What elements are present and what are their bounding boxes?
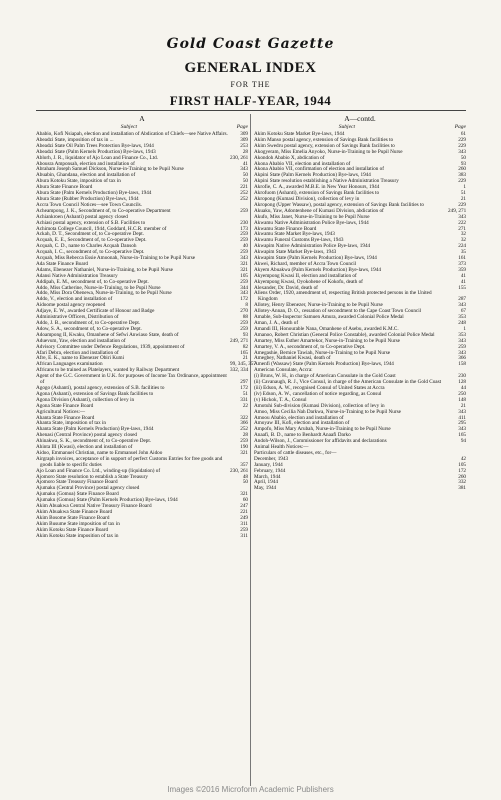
- entry-subject: Akwamu State Finance Board: [254, 225, 317, 232]
- entry-page: 343: [458, 408, 466, 415]
- entry-subject: Akyempong Kwasi II, election and installation of: [254, 272, 357, 279]
- entry-page: 222: [458, 219, 466, 226]
- entry-page: 252: [240, 195, 248, 202]
- entry-subject: Akim Kotoku State Market Bye-laws, 1944: [254, 131, 345, 137]
- entry-page: 105: [240, 272, 248, 279]
- entry-subject: Addo, Miss Catherine, Nurse-in-Training, to be Pupil Nurse: [36, 284, 161, 291]
- entry-page: 343: [458, 302, 466, 309]
- entry-subject: Akim Manso postal agency, extension of Savings Bank facilities to: [254, 136, 394, 143]
- entry-subject: Allotey-Annan, D. O., cessation of secondment to the Cape Coast Town Council: [254, 308, 422, 315]
- entry-page: 41: [242, 160, 248, 167]
- entry-subject: Abraham Joseph Samuel Dickson, Nurse-in-Training to be Pupil Nurse: [36, 166, 184, 173]
- entry-page: 173: [240, 225, 248, 232]
- index-period: FIRST HALF-YEAR, 1944: [169, 93, 332, 108]
- entry-subject: Aman, J. A., death of: [254, 320, 299, 326]
- entry-page: 230, 261: [230, 467, 249, 474]
- entry-subject: Akwamu State Market Bye-laws, 1943: [254, 231, 335, 238]
- entry-page: 343: [458, 349, 466, 356]
- entry-page: 1: [463, 325, 466, 332]
- entry-subject: Amartey, Miss Esther Amartekor, Nurse-in-Training to be Pupil Nurse: [254, 337, 400, 344]
- entry-subject: Amenfi (Wassaw) State (Palm Kernels Production) Bye-laws, 1944: [254, 361, 394, 368]
- entry-page: 51: [460, 190, 466, 197]
- entry-page: 270: [240, 308, 248, 315]
- entry-page: 88: [242, 314, 248, 321]
- entry-page: 353: [458, 331, 466, 338]
- entry-subject: Adjaye, E. W., awarded Certificate of Honour and Badge: [36, 308, 155, 315]
- entry-subject: Ahanta State (Palm Kernels Production) Bye-laws, 1944: [36, 426, 154, 433]
- entry-page: 230: [240, 219, 248, 226]
- entry-subject: February, 1944: [254, 467, 286, 474]
- entry-subject: (iv) Edson, A. W., cancellation of notice regarding, as Consul: [254, 390, 382, 397]
- entry-page: 322: [240, 414, 248, 421]
- entry-page: 295: [458, 420, 466, 427]
- entry-page: 229: [458, 201, 466, 208]
- entry-subject: Addipah, E. M., secondment of, to Co-operative Dept.: [36, 278, 149, 285]
- entry-page: 61: [460, 131, 466, 137]
- entry-subject: Akrofie, C. A., awarded M.B.E. in New Year Honours, 1944: [254, 184, 380, 191]
- entry-page: 381: [458, 485, 466, 492]
- entry-subject: Ajumaku (Central Province) postal agency closed: [36, 485, 140, 492]
- entry-page: 366: [240, 420, 248, 427]
- entry-page: 343: [458, 426, 466, 433]
- entry-subject: Achiankroen (Ashanti) postal agency closed: [36, 213, 128, 220]
- entry-subject: Akim Kotoku State imposition of tax in: [36, 532, 119, 539]
- entry-subject: Ahenasi (Central Province) postal agency closed: [36, 432, 137, 439]
- entry-page: 230: [458, 373, 466, 380]
- entry-subject: Akondoh Ababio X, abdication of: [254, 154, 325, 161]
- entry-subject: Akwapim Native Administration Police Bye-laws, 1944: [254, 243, 371, 250]
- entry-subject: Ablorh, J. R., liquidator of Ajo Loan and Finance Co., Ltd.: [36, 154, 159, 161]
- entry-page: 259: [240, 231, 248, 238]
- entry-page: 28: [242, 148, 248, 155]
- entry-page: 165: [458, 432, 466, 439]
- entry-page: 128: [458, 379, 466, 386]
- entry-subject: Abousra Amponsah, election and installation of: [36, 160, 135, 167]
- entry-subject: Adams, Ebenezer Nathaniel, Nurse-in-Training, to be Pupil Nurse: [36, 266, 173, 273]
- entry-page: 344: [240, 284, 248, 291]
- entry-subject: Akropong (Kumasi Division), collection of levy in: [254, 195, 360, 202]
- entry-subject: Airgraph invoices, acceptance of in support of perfect Customs Entries for free goods and goods liable to specific duties: [36, 455, 223, 468]
- entry-subject: Ahanta State, imposition of tax in: [36, 420, 107, 427]
- entry-subject: Aidoome postal agency reopened: [36, 302, 106, 309]
- entry-page: 224: [458, 243, 466, 250]
- entry-page: 249, 271: [448, 207, 467, 214]
- entry-page: 343: [240, 290, 248, 297]
- entry-subject: Ahanta State Finance Board: [36, 414, 95, 421]
- entry-page: 259: [240, 278, 248, 285]
- entry-subject: Adansi Native Administration Treasury: [36, 272, 118, 279]
- entry-page: 93: [242, 331, 248, 338]
- entry-subject: Akogyeram, Miss Emelia Anyoko, Nurse-in-Training to be Pupil Nurse: [254, 148, 403, 155]
- entry-page: 94: [460, 438, 466, 445]
- entry-subject: Addo, V., election and installation of: [36, 296, 113, 303]
- left-column-letter: A: [139, 114, 145, 123]
- entry-subject: Afre, E. K., name to Ebenezer Obiri Kumi: [36, 355, 125, 362]
- entry-subject: Amoou Ababio, election and installation of: [254, 414, 344, 421]
- entry-subject: Administrative Officers, Distribution of: [36, 314, 119, 321]
- entry-page: 67: [460, 308, 466, 315]
- entry-page: 321: [240, 266, 248, 273]
- entry-page: 41: [460, 278, 466, 285]
- entry-page: 252: [240, 190, 248, 197]
- entry-page: 357: [240, 461, 248, 468]
- entry-subject: May, 1944: [254, 485, 277, 492]
- entry-page: 165: [240, 349, 248, 356]
- entry-subject: (v) Hickok, T. A., Consul: [254, 396, 307, 403]
- entry-page: 309: [240, 131, 248, 137]
- right-column: [254, 114, 466, 492]
- entry-page: 8: [245, 302, 248, 309]
- entry-page: 221: [240, 184, 248, 191]
- entry-page: 259: [240, 320, 248, 326]
- entry-subject: Allotey, Henry Ebenezer, Nurse-in-Training to be Pupil Nurse: [254, 302, 383, 309]
- entry-subject: Akpini State resolution establishing a Native Administration Treasury: [254, 178, 399, 185]
- entry-subject: Amartey, V. A., secondment of, to Co-operative Dept.: [254, 343, 366, 350]
- entry-subject: Akim Bosome State Finance Board: [36, 514, 110, 521]
- entry-subject: Akona Ababio VII, election and installation of: [254, 160, 351, 167]
- entry-subject: Acquah, I. C., secondment of, to Co-operative Dept.: [36, 249, 145, 256]
- entry-subject: Addo, Miss Dora Ohenewa, Nurse-in-Training, to be Pupil Nurse: [36, 290, 172, 297]
- entry-subject: Agona Division (Ashanti), collection of levy in: [36, 396, 135, 403]
- entry-page: 48: [242, 473, 248, 480]
- entry-page: 35: [460, 249, 466, 256]
- entry-subject: Ampofo, Miss Mary Arubah, Nurse-in-Training to be Pupil Nurse: [254, 426, 391, 433]
- entry-subject: Adoampong II, Kwaku, Omanhene of Sefwi Anwiaso State, death of: [36, 331, 179, 338]
- entry-page: 93: [460, 160, 466, 167]
- entry-subject: Ajumaku (Gomoa) State (Palm Kernels Production) Bye-laws, 1944: [36, 497, 178, 504]
- entry-page: 250: [458, 390, 466, 397]
- entry-subject: Agogo (Ashanti), postal agency, extension of S.B. facilities to: [36, 384, 165, 391]
- entry-page: 32: [460, 231, 466, 238]
- entry-subject: Ababio, Kofi Nsiapah, election and installation of Abdication of Chiefs—see Native Affairs.: [36, 131, 228, 137]
- entry-subject: Agricultural Notices:—: [36, 408, 86, 415]
- entry-subject: Ahinakwa, S. K., secondment of, to Co-operative Dept.: [36, 438, 152, 445]
- entry-page: 311: [240, 532, 248, 539]
- entry-page: 21: [242, 355, 248, 362]
- entry-subject: Ajomoro State Treasury Finance Board: [36, 479, 118, 486]
- entry-page: 321: [240, 260, 248, 267]
- entry-subject: (i) Bruns, W. H., in charge of American Consulate in the Gold Coast: [254, 373, 396, 380]
- entry-subject: Ajumaku (Gomoa) State Finance Board: [36, 491, 119, 498]
- index-title: GENERAL INDEX: [184, 60, 317, 76]
- entry-subject: Accra Town Council Notices—see Town Councils.: [36, 201, 142, 208]
- entry-subject: Akyem Abuakwa (Palm Kernels Production) Bye-laws, 1944: [254, 266, 381, 273]
- entry-subject: Achimota College Council, 1944, Goddard, H.C.R. member of: [36, 225, 167, 232]
- left-page-label: Page: [236, 124, 248, 130]
- entry-page: 50: [242, 479, 248, 486]
- entry-page: 309: [240, 136, 248, 143]
- entry-page: 253: [240, 142, 248, 149]
- entry-subject: (iii) Edson, A. W., recognised Consul of United States at Accra: [254, 384, 385, 391]
- entry-subject: Ada State Finance Board: [36, 260, 89, 267]
- entry-page: 259: [240, 237, 248, 244]
- entry-page: 411: [458, 414, 466, 421]
- entry-page: 260: [458, 473, 466, 480]
- entry-subject: Akim Kotoku State Finance Board: [36, 526, 109, 533]
- entry-subject: April, 1944: [254, 479, 278, 486]
- entry-page: 60: [242, 497, 248, 504]
- entry-page: 99, 345, 357: [230, 361, 256, 368]
- entry-page: 366: [458, 355, 466, 362]
- entry-subject: Ajo Loan and Finance Co. Ltd., winding-up (liquidation) of: [36, 467, 161, 474]
- entry-subject: Ahinta III (Kwasi), election and installation of: [36, 444, 133, 451]
- entry-subject: Aduevum, Yaw, election and installation of: [36, 337, 126, 344]
- entry-page: 21: [460, 195, 466, 202]
- entry-page: 161: [458, 255, 466, 262]
- entry-page: 311: [240, 520, 248, 527]
- entry-subject: Akim Busume State imposition of tax in: [36, 520, 120, 527]
- entry-subject: Ajomoro State resolution to establish a State Treasury: [36, 473, 148, 480]
- entry-subject: Abura State (Rubber Production) Bye-laws, 1944: [36, 195, 139, 202]
- entry-subject: Akwamu Funeral Customs Bye-laws, 1943: [254, 237, 344, 244]
- left-entries: [36, 131, 256, 540]
- left-column: [36, 114, 256, 540]
- entry-subject: Agona State Finance Board: [36, 402, 94, 409]
- entry-subject: Akwapim State Market Bye-laws, 1943: [254, 249, 337, 256]
- entry-subject: Agent of the G.C. Government in U.K. for purposes of Income Tax Ordinance, appointment of: [36, 373, 227, 386]
- right-page-label: Page: [454, 124, 466, 130]
- entry-subject: Amegbey, Nathaniel Kwasi, death of: [254, 355, 331, 362]
- entry-subject: Africans to be trained as Platelayers, wanted by Railway Department: [36, 367, 180, 374]
- entry-page: 229: [458, 136, 466, 143]
- entry-page: 383: [458, 172, 466, 179]
- entry-page: 332: [458, 479, 466, 486]
- entry-subject: Afari Debra, election and installation of: [36, 349, 119, 356]
- entry-subject: Amotuhi Sub-division (Kumasi Division), collection of levy in: [254, 402, 385, 409]
- entry-subject: Abeadzi State, imposition of tax in ...: [36, 136, 114, 143]
- entry-subject: Abeadzi State Oil Palm Trees Protection Bye-laws, 1944: [36, 142, 154, 149]
- entry-subject: Akim Swedru postal agency, extension of Savings Bank facilities to: [254, 142, 395, 149]
- entry-subject: Abuabin, Ghandana, election and installation of: [36, 172, 136, 179]
- entry-page: 260: [458, 166, 466, 173]
- entry-subject: Akwei, Richard, member of Accra Town Council: [254, 260, 357, 267]
- column-divider: [250, 114, 251, 786]
- entry-page: 249: [240, 514, 248, 521]
- entry-page: 331: [240, 396, 248, 403]
- entry-page: 155: [458, 284, 466, 291]
- entry-page: 359: [458, 266, 466, 273]
- entry-subject: Abura State Finance Board: [36, 184, 93, 191]
- entry-subject: Akim Abuakwa Central Native Treasury Finance Board: [36, 503, 152, 510]
- left-subject-label: Subject: [120, 124, 137, 130]
- entry-page: 259: [240, 207, 248, 214]
- entry-subject: Akuaku, Yaw, Adontenhene of Kumasi Division, abdication of: [254, 207, 384, 214]
- entry-subject: Amable, Sub-Inspector Samuen Amura, awarded Colonial Police Medal: [254, 314, 404, 321]
- entry-page: 28: [242, 432, 248, 439]
- entry-subject: Akyempong Kwasi, Oyokohene of Kokofu, death of: [254, 278, 363, 285]
- entry-subject: Ackah, D. T., Secondment of, to Co-operative Dept.: [36, 231, 144, 238]
- entry-page: 190: [240, 444, 248, 451]
- entry-page: 32: [460, 237, 466, 244]
- entry-page: 259: [458, 343, 466, 350]
- entry-page: 248: [458, 320, 466, 326]
- entry-page: 321: [240, 491, 248, 498]
- entry-subject: (ii) Cavanaugh, R. J., Vice Consul, in charge of the American Consulate in the Gold Coast: [254, 379, 442, 386]
- entry-subject: Acquah, E. E., Secondment of, to Co-operative Dept.: [36, 237, 147, 244]
- entry-page: 259: [240, 526, 248, 533]
- entry-subject: Akpini State (Palm Kernels Production) Bye-laws, 1944: [254, 172, 371, 179]
- entry-subject: Agona (Ashanti), extension of Savings Bank facilities to: [36, 390, 154, 397]
- entry-page: 249, 271: [230, 337, 249, 344]
- entry-subject: Addo, J. B., secondment of, to Co-operative Dept.: [36, 320, 141, 326]
- entry-page: 271: [458, 225, 466, 232]
- header-rule: [36, 110, 466, 111]
- entry-page: 158: [458, 361, 466, 368]
- entry-subject: Akim Abuakwa State Finance Board: [36, 509, 113, 515]
- entry-page: 259: [240, 438, 248, 445]
- entry-subject: Aidoo, Emmanuel Christian, name to Emmanuel John Aidoo: [36, 449, 163, 456]
- entry-page: 343: [458, 213, 466, 220]
- entry-subject: Amanoo, Robert Christian (General Police Constable), awarded Colonial Police Medal: [254, 331, 435, 338]
- entry-page: 332, 334: [230, 367, 249, 374]
- entry-page: 321: [240, 449, 248, 456]
- entry-page: 44: [460, 384, 466, 391]
- right-entries: [254, 132, 466, 492]
- entry-subject: American Consulate, Accra:: [254, 367, 313, 374]
- right-column-letter: A—contd.: [344, 114, 376, 123]
- entry-subject: Akwapim State (Palm Kernels Production) Bye-laws, 1944: [254, 255, 377, 262]
- entry-page: 105: [458, 461, 466, 468]
- entry-subject: Anaafi, B. D., name to Benhardt Anaafi Darko: [254, 432, 351, 439]
- entry-subject: Acquah, Miss Rebecca Essie Amoonah, Nurse-in-Training to be Pupil Nurse: [36, 255, 196, 262]
- entry-page: 259: [240, 249, 248, 256]
- entry-subject: January, 1944: [254, 461, 283, 468]
- entry-subject: Aliens Order, 1920, amendment of, respecting British protected persons in the United Kingdom: [254, 290, 432, 303]
- entry-subject: Particulars of cattle diseases, etc., for—: [254, 449, 337, 456]
- copyright-footer: Images ©2016 Microform Academic Publishers: [167, 785, 334, 794]
- entry-page: 353: [458, 314, 466, 321]
- entry-subject: Akona Ababio VII, confirmation of election and installation of: [254, 166, 384, 173]
- entry-page: 40: [242, 243, 248, 250]
- entry-subject: Amandi III, Honourable Nana, Omanhene of Asebu, awarded K.M.C.: [254, 325, 399, 332]
- entry-subject: Abura Kotoku State, imposition of tax in: [36, 178, 121, 185]
- entry-page: 221: [240, 509, 248, 515]
- entry-subject: Abeadzi State (Palm Kernels Production) Bye-laws, 1943: [36, 148, 156, 155]
- entry-page: 50: [242, 178, 248, 185]
- right-subject-label: Subject: [338, 124, 355, 130]
- gazette-masthead: Gold Coast Gazette: [166, 36, 335, 52]
- entry-page: 41: [460, 272, 466, 279]
- entry-subject: Acquah, C. D., name to Charles Acquah Dansoh: [36, 243, 137, 250]
- entry-page: 172: [240, 384, 248, 391]
- entry-subject: Amoyaw III, Kofi, election and installation of: [254, 420, 350, 427]
- entry-subject: Alexander, Dr. David, death of: [254, 284, 318, 291]
- entry-page: 252: [240, 426, 248, 433]
- entry-page: 229: [458, 178, 466, 185]
- entry-page: 51: [242, 390, 248, 397]
- entry-page: 343: [458, 337, 466, 344]
- entry-subject: Acheampong, J. K., Secondment of, to Co-operative Department: [36, 207, 171, 214]
- index-entry: [36, 534, 248, 540]
- entry-page: 82: [242, 343, 248, 350]
- entry-page: 229: [458, 142, 466, 149]
- entry-page: 50: [460, 154, 466, 161]
- entry-subject: Advisory Committee under Defence Regulations, 1939, appointment of: [36, 343, 185, 350]
- index-entry: [254, 486, 466, 492]
- entry-subject: December, 1943: [254, 455, 289, 462]
- entry-subject: March, 1944: [254, 473, 281, 480]
- entry-subject: Amegashie, Bernice Tawiah, Nurse-in-Training to be Pupil Nurse: [254, 349, 391, 356]
- entry-page: 297: [240, 379, 248, 386]
- entry-subject: Adow, S. A., secondment of, to Co-operative Dept.: [36, 325, 142, 332]
- entry-page: 42: [460, 455, 466, 462]
- entry-page: 287: [458, 296, 466, 303]
- entry-page: 259: [240, 325, 248, 332]
- entry-page: 21: [460, 402, 466, 409]
- entry-subject: Achiasi postal agency, extension of S.B. Facilities to: [36, 219, 146, 226]
- entry-page: 343: [240, 255, 248, 262]
- entry-subject: Animal Health Notices:—: [254, 444, 309, 451]
- entry-page: 172: [240, 296, 248, 303]
- index-for: FOR THE: [230, 80, 271, 89]
- entry-page: 22: [242, 402, 248, 409]
- entry-page: 230, 261: [230, 154, 249, 161]
- entry-subject: Akwamu Native Administration Police Bye-laws, 1944: [254, 219, 369, 226]
- entry-page: 172: [458, 467, 466, 474]
- entry-subject: African Languages examination: [36, 361, 103, 368]
- entry-page: 247: [240, 503, 248, 510]
- entry-subject: Abura State (Palm Kernels Production) Bye-laws, 1944: [36, 190, 152, 197]
- entry-page: 343: [240, 166, 248, 173]
- entry-subject: Akufo, Miss Janet, Nurse-in-Training to be Pupil Nurse: [254, 213, 370, 220]
- entry-page: 148: [458, 396, 466, 403]
- entry-subject: Akropong (Upper Wassaw), postal agency, extension of Savings Bank facilities to: [254, 201, 425, 208]
- entry-page: 50: [242, 172, 248, 179]
- entry-subject: Akrofuom (Ashanti), extension of Savings Bank facilities to: [254, 190, 380, 197]
- entry-page: 343: [458, 148, 466, 155]
- entry-page: 1: [463, 184, 466, 191]
- entry-page: 373: [458, 260, 466, 267]
- entry-subject: Amoo, Miss Cecilia Nah Darkwa, Nurse-in-Training to be Pupil Nurse: [254, 408, 401, 415]
- index-entry: [36, 457, 248, 469]
- entry-subject: Andoh-Wilson, J., Commissioner for affidavits and declarations: [254, 438, 387, 445]
